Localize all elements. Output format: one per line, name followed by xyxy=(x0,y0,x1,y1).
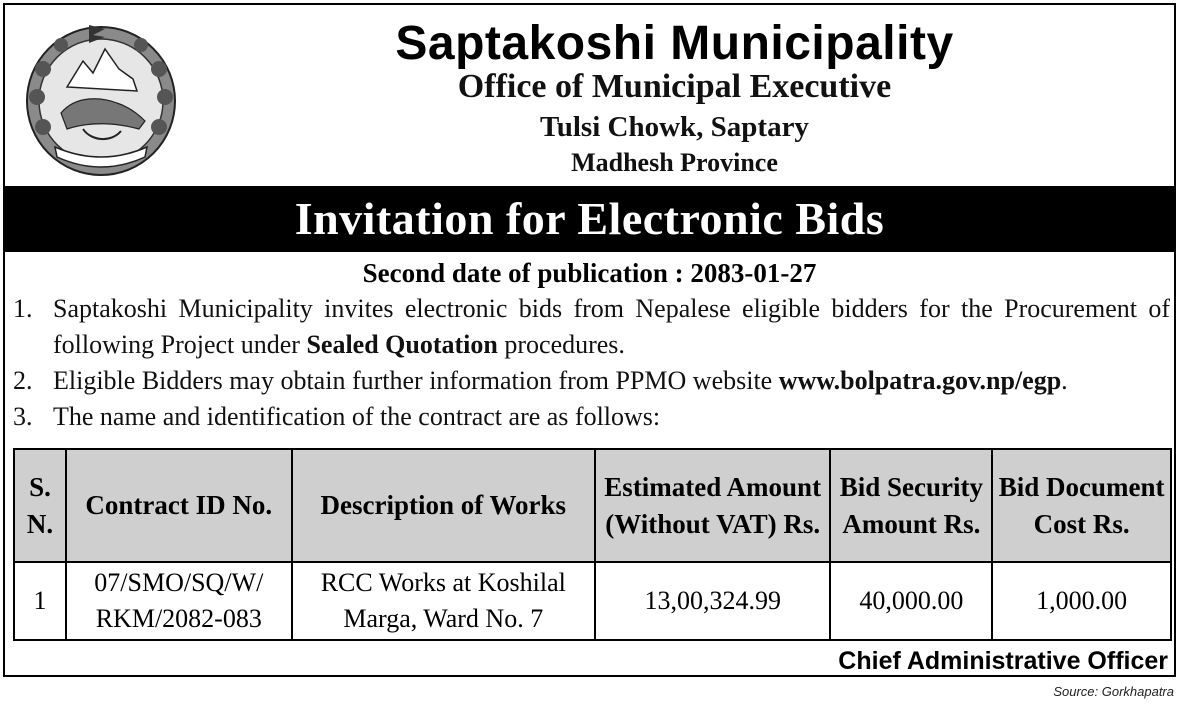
item-text-part: . xyxy=(1061,366,1068,395)
notice-item xyxy=(13,291,1170,363)
cell-document-cost: 1,000.00 xyxy=(992,562,1171,640)
header-description: Description of Works xyxy=(292,449,595,562)
item-text xyxy=(53,291,1170,363)
item-text-part: The name and identification of the contract are as follows: xyxy=(53,402,661,431)
item-number: 2. xyxy=(13,366,33,395)
notice-items xyxy=(13,291,1170,435)
notice-item xyxy=(13,399,1170,435)
item-text-part: procedures. xyxy=(497,330,625,359)
cell-sn: 1 xyxy=(14,562,66,640)
item-text-part: Eligible Bidders may obtain further information from PPMO website xyxy=(53,366,779,395)
cell-contract-id: 07/SMO/SQ/W/ RKM/2082-083 xyxy=(66,562,292,640)
header-estimated-amount: Estimated Amount (Without VAT) Rs. xyxy=(595,449,831,562)
cell-estimated-amount: 13,00,324.99 xyxy=(595,562,831,640)
letterhead xyxy=(175,5,1174,179)
header-sn: S. N. xyxy=(14,449,66,562)
cell-bid-security: 40,000.00 xyxy=(830,562,992,640)
item-text xyxy=(53,363,1170,399)
cell-description: RCC Works at Koshilal Marga, Ward No. 7 xyxy=(292,562,595,640)
table-row xyxy=(14,562,1171,640)
header-bid-security: Bid Security Amount Rs. xyxy=(830,449,992,562)
notice-item xyxy=(13,363,1170,399)
item-text-part: Saptakoshi Municipality invites electronic bids from Nepalese eligible bidders for the Procurement of following Project under xyxy=(53,294,1170,359)
item-text xyxy=(53,399,1170,435)
item-number: 3. xyxy=(13,402,33,431)
office-name: Office of Municipal Executive xyxy=(457,68,892,105)
contract-table xyxy=(13,448,1172,641)
header-document-cost: Bid Document Cost Rs. xyxy=(992,449,1171,562)
item-number: 1. xyxy=(13,294,33,323)
source-credit: Source: Gorkhapatra xyxy=(1053,684,1174,699)
province-name: Madhesh Province xyxy=(571,148,778,177)
bid-notice xyxy=(3,3,1176,677)
organization-name: Saptakoshi Municipality xyxy=(395,17,954,70)
notice-title-banner: Invitation for Electronic Bids xyxy=(5,186,1174,252)
website-link[interactable]: www.bolpatra.gov.np/egp xyxy=(778,366,1062,395)
table-header-row xyxy=(14,449,1171,562)
header-contract-id: Contract ID No. xyxy=(66,449,292,562)
publication-date: Second date of publication : 2083-01-27 xyxy=(362,258,817,288)
item-bold-text: Sealed Quotation xyxy=(306,330,498,359)
office-address: Tulsi Chowk, Saptary xyxy=(540,111,809,143)
signatory-title: Chief Administrative Officer xyxy=(838,647,1168,675)
nepal-government-emblem-icon xyxy=(21,17,181,179)
